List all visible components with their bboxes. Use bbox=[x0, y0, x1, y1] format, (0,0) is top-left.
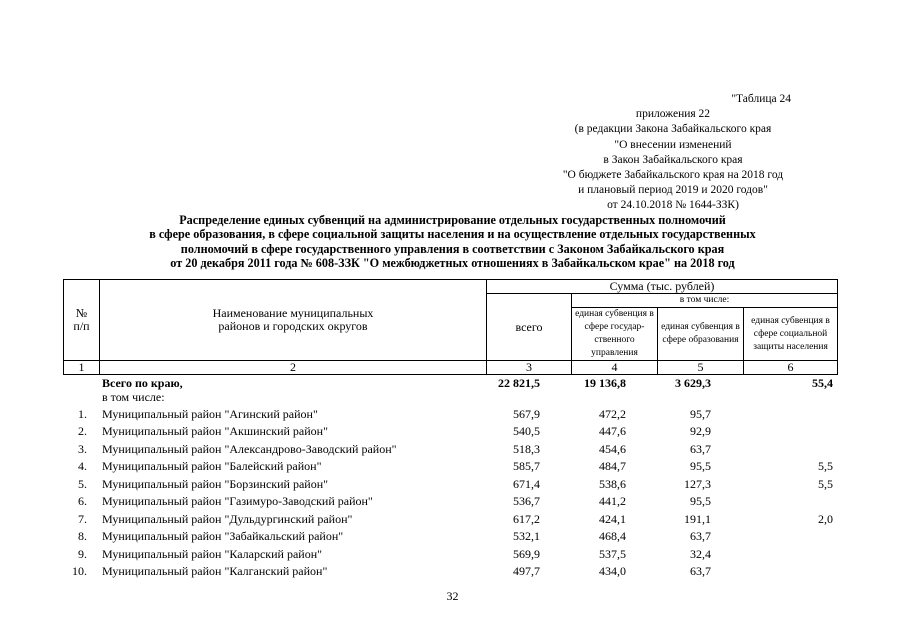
header-line: и плановый период 2019 и 2020 годов" bbox=[578, 184, 768, 197]
header-line: (в редакции Закона Забайкальского края bbox=[574, 123, 772, 136]
title-line: полномочий в сфере государственного управления в соответствии с Законом Забайкальского края bbox=[180, 241, 725, 256]
table-row bbox=[63, 424, 837, 442]
row-c4: 537,5 bbox=[599, 546, 626, 561]
table-header bbox=[63, 279, 838, 375]
table-row bbox=[63, 407, 837, 425]
row-name: Муниципальный район "Борзинский район" bbox=[102, 476, 329, 491]
row-c6: 5,5 bbox=[818, 459, 833, 473]
row-total: 497,7 bbox=[513, 564, 540, 578]
row-total: 567,9 bbox=[513, 406, 540, 421]
row-c4: 434,0 bbox=[599, 564, 626, 578]
table-row bbox=[63, 442, 837, 460]
header-line: в Закон Забайкальского края bbox=[603, 153, 743, 166]
header-name: Наименование муниципальных районов и городских округов bbox=[100, 280, 487, 361]
header-line: приложения 22 bbox=[635, 108, 711, 121]
table-row bbox=[63, 494, 837, 512]
table-row bbox=[63, 547, 837, 565]
header-c5: единая субвенция в сфере образования bbox=[658, 308, 744, 361]
header-sum: Сумма (тыс. рублей) bbox=[487, 280, 838, 294]
row-c4: 441,2 bbox=[599, 494, 626, 508]
totals-sublabel: в том числе: bbox=[102, 389, 165, 404]
row-num: 6. bbox=[78, 494, 87, 508]
row-num: 2. bbox=[78, 424, 87, 438]
title-line: Распределение единых субвенций на администрирование отдельных государственных полномочий bbox=[179, 213, 726, 227]
row-c5: 95,5 bbox=[690, 494, 711, 508]
row-total: 532,1 bbox=[513, 529, 540, 543]
totals-c5: 3 629,3 bbox=[675, 376, 711, 390]
col-number: 1 bbox=[64, 361, 100, 375]
row-c5: 63,7 bbox=[690, 441, 711, 456]
row-c6: 2,0 bbox=[818, 511, 833, 526]
row-c5: 95,7 bbox=[690, 406, 711, 421]
totals-c4: 19 136,8 bbox=[584, 376, 626, 390]
table-row bbox=[63, 459, 837, 477]
row-c5: 127,3 bbox=[684, 476, 711, 491]
row-total: 569,9 bbox=[513, 546, 540, 561]
row-name: Муниципальный район "Дульдургинский район" bbox=[102, 511, 353, 526]
header-line: от 24.10.2018 № 1644-ЗЗК) bbox=[607, 199, 739, 212]
document-title bbox=[100, 213, 805, 271]
row-c5: 191,1 bbox=[684, 511, 711, 526]
row-c4: 538,6 bbox=[599, 476, 626, 491]
row-c4: 484,7 bbox=[599, 459, 626, 473]
row-num: 7. bbox=[78, 511, 87, 526]
row-num: 3. bbox=[78, 441, 87, 456]
header-line: "О внесении изменений bbox=[614, 138, 732, 151]
row-total: 585,7 bbox=[513, 459, 540, 473]
header-c6: единая субвенция в сфере социальной защиты населения bbox=[744, 308, 838, 361]
header-total: всего bbox=[487, 294, 572, 361]
table-body bbox=[63, 376, 837, 582]
table-row bbox=[63, 512, 837, 530]
table-row bbox=[63, 477, 837, 495]
row-num: 1. bbox=[78, 406, 87, 421]
row-c4: 472,2 bbox=[599, 406, 626, 421]
title-line: в сфере образования, в сфере социальной защиты населения и на осуществление отдельных государственных bbox=[149, 227, 756, 242]
row-total: 518,3 bbox=[513, 441, 540, 456]
row-total: 671,4 bbox=[513, 476, 540, 491]
row-c4: 424,1 bbox=[599, 511, 626, 526]
row-num: 8. bbox=[78, 529, 87, 543]
header-c4: единая субвенция в сфере государ-ственного управления bbox=[572, 308, 658, 361]
row-c5: 63,7 bbox=[690, 564, 711, 578]
col-number: 3 bbox=[487, 361, 572, 375]
row-c4: 468,4 bbox=[599, 529, 626, 543]
col-number: 5 bbox=[658, 361, 744, 375]
header-line: "О бюджете Забайкальского края на 2018 год bbox=[562, 169, 784, 182]
row-name: Муниципальный район "Каларский район" bbox=[102, 546, 323, 561]
totals-label: Всего по краю, bbox=[102, 376, 183, 390]
totals-total: 22 821,5 bbox=[498, 376, 540, 390]
header-including: в том числе: bbox=[572, 294, 838, 308]
row-name: Муниципальный район "Акшинский район" bbox=[102, 424, 328, 438]
row-name: Муниципальный район "Агинский район" bbox=[102, 406, 318, 421]
row-c5: 95,5 bbox=[690, 459, 711, 473]
col-number: 2 bbox=[100, 361, 487, 375]
totals-c6: 55,4 bbox=[812, 376, 833, 390]
page-number: 32 bbox=[446, 589, 459, 603]
row-c4: 454,6 bbox=[599, 441, 626, 456]
header-line: "Таблица 24 bbox=[731, 93, 791, 105]
row-name: Муниципальный район "Калганский район" bbox=[102, 564, 328, 578]
row-c5: 63,7 bbox=[690, 529, 711, 543]
col-number: 4 bbox=[572, 361, 658, 375]
amendment-header bbox=[533, 92, 813, 214]
row-total: 540,5 bbox=[513, 424, 540, 438]
row-c5: 32,4 bbox=[690, 546, 711, 561]
row-num: 4. bbox=[78, 459, 87, 473]
row-num: 10. bbox=[72, 564, 87, 578]
col-number: 6 bbox=[744, 361, 838, 375]
row-num: 9. bbox=[78, 546, 87, 561]
row-name: Муниципальный район "Балейский район" bbox=[102, 459, 322, 473]
row-c4: 447,6 bbox=[599, 424, 626, 438]
table-row bbox=[63, 529, 837, 547]
row-name: Муниципальный район "Александрово-Заводский район" bbox=[102, 441, 397, 456]
row-c6: 5,5 bbox=[818, 476, 833, 491]
row-c5: 92,9 bbox=[690, 424, 711, 438]
row-name: Муниципальный район "Газимуро-Заводский район" bbox=[102, 494, 373, 508]
row-total: 617,2 bbox=[513, 511, 540, 526]
row-total: 536,7 bbox=[513, 494, 540, 508]
totals-subrow bbox=[63, 390, 837, 407]
title-line: от 20 декабря 2011 года № 608-ЗЗК "О межбюджетных отношениях в Забайкальском крае" на 2018 год bbox=[170, 256, 735, 271]
header-num: № п/п bbox=[64, 280, 100, 361]
row-num: 5. bbox=[78, 476, 87, 491]
row-name: Муниципальный район "Забайкальский район" bbox=[102, 529, 344, 543]
table-row bbox=[63, 564, 837, 582]
